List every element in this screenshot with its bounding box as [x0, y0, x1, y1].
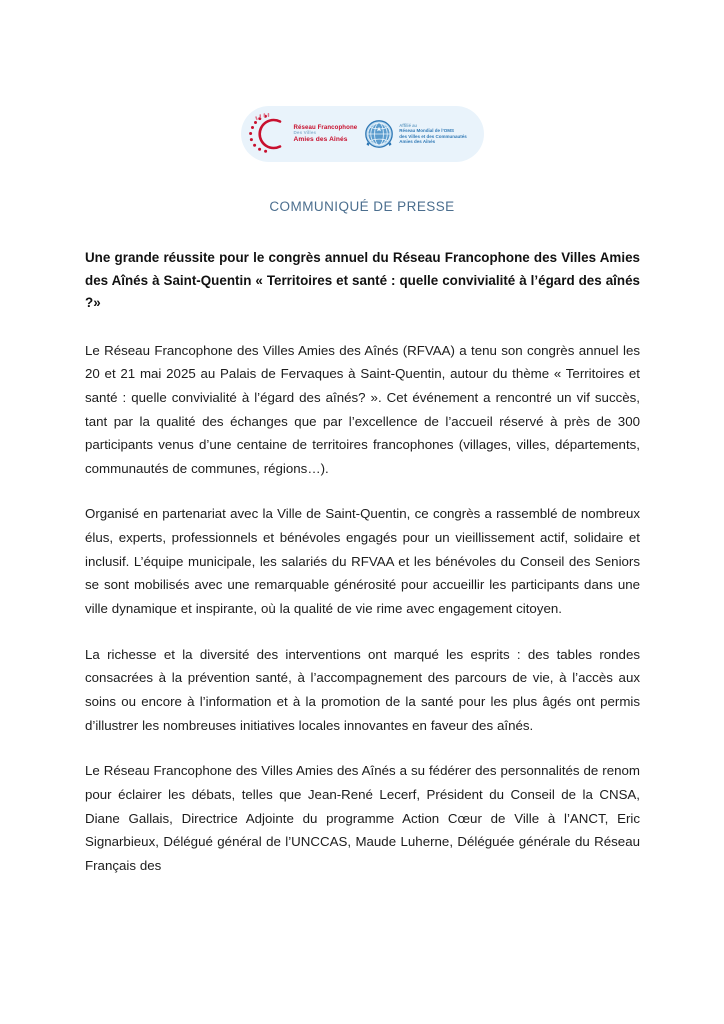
- page-title: Une grande réussite pour le congrès annuel du Réseau Francophone des Villes Amies des Aînés à Saint-Quentin « Territoires et santé : quelle convivialité à l’égard des aînés ?»: [85, 250, 640, 311]
- who-line-2: des Villes et des Communautés: [399, 133, 467, 139]
- who-globe-emblem: [363, 118, 395, 150]
- rfvaa-line-2: Des Villes: [293, 130, 317, 136]
- who-affiliation-logo: [363, 118, 466, 150]
- header-logo-area: [0, 0, 724, 162]
- who-wordmark: [399, 123, 466, 145]
- paragraph-2: Organisé en partenariat avec la Ville de Saint-Quentin, ce congrès a rassemblé de nombreux élus, experts, professionnels et bénévoles engagés pour un vieillissement actif, solidaire et inclusif. L’équipe municipale, les salariés du RFVAA et les bénévoles du Conseil des Seniors se sont mobilisés avec une remarquable générosité pour accueillir les participants dans une ville dynamique et inspirante, où la qualité de vie rime avec engagement citoyen.: [85, 506, 640, 617]
- logo-banner: [241, 106, 484, 162]
- who-line-3: Amies des Aînés: [399, 139, 436, 145]
- rfvaa-arc-emblem: [247, 112, 291, 156]
- rfvaa-logo: [247, 112, 358, 156]
- who-line-1: Réseau Mondial de l’OMS: [399, 128, 455, 134]
- who-prefix: Affilié au: [399, 123, 417, 129]
- paragraph-4: Le Réseau Francophone des Villes Amies des Aînés a su fédérer des personnalités de renom pour éclairer les débats, telles que Jean-René Lecerf, Président du Conseil de la CNSA, Diane Gallais, Directrice Adjointe du programme Action Cœur de Ville à l’ANCT, Eric Signarbieux, Délégué général de l’UNCCAS, Maude Luherne, Déléguée générale du Réseau Français des: [85, 763, 640, 874]
- paragraph-3: La richesse et la diversité des interventions ont marqué les esprits : des tables rondes consacrées à la prévention santé, à l’accompagnement des parcours de vie, à l’accès aux soins ou encore à l’information et à la promotion de la santé pour les plus âgés ont permis d’illustrer les nombreuses initiatives locales innovantes en faveur des aînés.: [85, 646, 640, 733]
- document-body: [0, 247, 724, 878]
- press-release-label: COMMUNIQUÉ DE PRESSE: [269, 199, 455, 214]
- rfvaa-line-3: Amies des Aînés: [293, 136, 348, 144]
- rfvaa-line-1: Réseau Francophone: [293, 123, 358, 131]
- paragraph-1: Le Réseau Francophone des Villes Amies des Aînés (RFVAA) a tenu son congrès annuel les 20 et 21 mai 2025 au Palais de Fervaques à Saint-Quentin, autour du thème « Territoires et santé : quelle convivialité à l’égard des aînés? ». Cet événement a rencontré un vif succès, tant par la qualité des échanges que par l’excellence de l’accueil réservé à près de 300 participants venus d’une centaine de territoires francophones (villages, villes, départements, communautés de communes, régions…).: [85, 342, 640, 476]
- rfvaa-wordmark: [293, 125, 358, 143]
